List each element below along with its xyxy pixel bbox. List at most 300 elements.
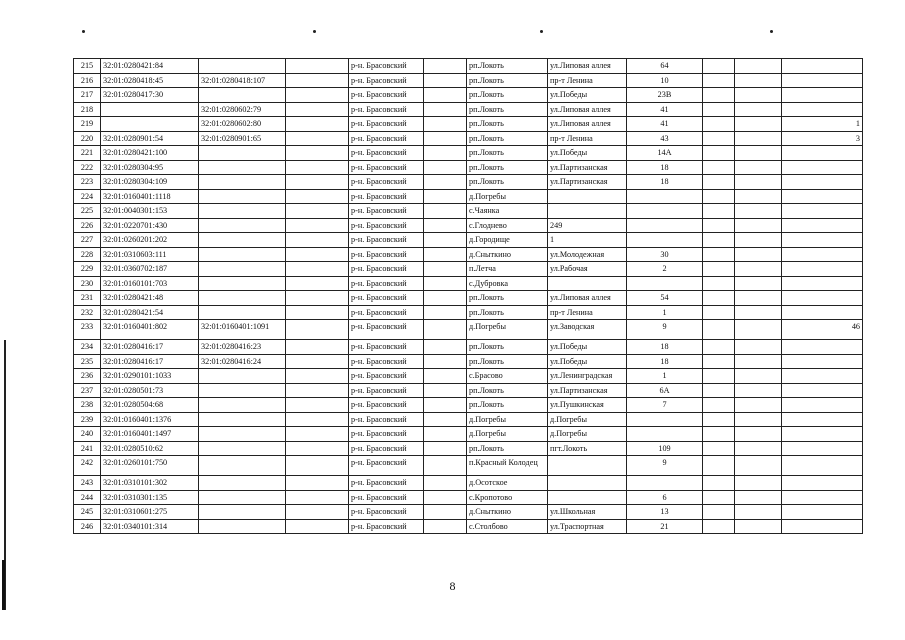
extra-value-cell xyxy=(735,117,782,132)
table-row xyxy=(74,233,863,248)
empty-cell-cell xyxy=(703,204,735,219)
extra-value-cell xyxy=(735,398,782,413)
empty-cell-cell xyxy=(703,320,735,340)
extra-value-cell xyxy=(735,262,782,277)
empty-cell-cell xyxy=(424,175,467,190)
empty-cell-cell xyxy=(424,204,467,219)
house-number-cell: 1 xyxy=(627,369,703,384)
row-number-cell: 220 xyxy=(74,131,101,146)
empty-cell-cell xyxy=(286,233,349,248)
house-number-cell: 6А xyxy=(627,383,703,398)
extra-value-cell xyxy=(782,204,863,219)
previous-cadastral-number-cell xyxy=(199,369,286,384)
locality-cell: рп.Локоть xyxy=(467,160,548,175)
house-number-cell: 18 xyxy=(627,354,703,369)
row-number-cell: 215 xyxy=(74,59,101,74)
house-number-cell: 7 xyxy=(627,398,703,413)
extra-value-cell xyxy=(782,519,863,534)
district-cell: р-н. Брасовский xyxy=(349,412,424,427)
empty-cell-cell xyxy=(286,247,349,262)
empty-cell-cell xyxy=(286,305,349,320)
row-number-cell: 216 xyxy=(74,73,101,88)
street-cell: пр-т Ленина xyxy=(548,305,627,320)
row-number-cell: 244 xyxy=(74,490,101,505)
locality-cell: рп.Локоть xyxy=(467,146,548,161)
previous-cadastral-number-cell xyxy=(199,262,286,277)
extra-value-cell xyxy=(735,291,782,306)
cadastral-number-cell: 32:01:0310601:275 xyxy=(101,505,199,520)
street-cell xyxy=(548,490,627,505)
empty-cell-cell xyxy=(703,505,735,520)
street-cell xyxy=(548,276,627,291)
table-row xyxy=(74,117,863,132)
street-cell: д.Погребы xyxy=(548,427,627,442)
table-row xyxy=(74,441,863,456)
empty-cell-cell xyxy=(286,476,349,491)
previous-cadastral-number-cell xyxy=(199,88,286,103)
house-number-cell xyxy=(627,412,703,427)
extra-value-cell xyxy=(782,59,863,74)
locality-cell: рп.Локоть xyxy=(467,340,548,355)
extra-value-cell xyxy=(735,204,782,219)
locality-cell: рп.Локоть xyxy=(467,398,548,413)
street-cell xyxy=(548,476,627,491)
empty-cell-cell xyxy=(286,340,349,355)
locality-cell: д.Погребы xyxy=(467,427,548,442)
locality-cell: рп.Локоть xyxy=(467,441,548,456)
row-number-cell: 245 xyxy=(74,505,101,520)
table-row xyxy=(74,59,863,74)
extra-value-cell xyxy=(735,320,782,340)
table-row xyxy=(74,276,863,291)
previous-cadastral-number-cell xyxy=(199,383,286,398)
extra-value-cell xyxy=(735,59,782,74)
cadastral-number-cell: 32:01:0340101:314 xyxy=(101,519,199,534)
previous-cadastral-number-cell xyxy=(199,276,286,291)
cadastral-number-cell: 32:01:0260101:750 xyxy=(101,456,199,476)
table-row xyxy=(74,175,863,190)
house-number-cell xyxy=(627,204,703,219)
empty-cell-cell xyxy=(424,369,467,384)
cadastral-number-cell: 32:01:0280416:17 xyxy=(101,340,199,355)
extra-value-cell xyxy=(782,476,863,491)
district-cell: р-н. Брасовский xyxy=(349,340,424,355)
empty-cell-cell xyxy=(703,102,735,117)
empty-cell-cell xyxy=(286,505,349,520)
empty-cell-cell xyxy=(286,204,349,219)
empty-cell-cell xyxy=(286,354,349,369)
row-number-cell: 223 xyxy=(74,175,101,190)
street-cell: ул.Партизанская xyxy=(548,175,627,190)
extra-value-cell xyxy=(735,456,782,476)
empty-cell-cell xyxy=(286,441,349,456)
district-cell: р-н. Брасовский xyxy=(349,490,424,505)
locality-cell: п.Красный Колодец xyxy=(467,456,548,476)
row-number-cell: 226 xyxy=(74,218,101,233)
empty-cell-cell xyxy=(286,189,349,204)
table-row xyxy=(74,88,863,103)
row-number-cell: 219 xyxy=(74,117,101,132)
row-number-cell: 217 xyxy=(74,88,101,103)
district-cell: р-н. Брасовский xyxy=(349,369,424,384)
locality-cell: с.Столбово xyxy=(467,519,548,534)
previous-cadastral-number-cell: 32:01:0280418:107 xyxy=(199,73,286,88)
extra-value-cell xyxy=(735,160,782,175)
empty-cell-cell xyxy=(424,340,467,355)
locality-cell: с.Глоднево xyxy=(467,218,548,233)
empty-cell-cell xyxy=(703,73,735,88)
empty-cell-cell xyxy=(703,218,735,233)
locality-cell: рп.Локоть xyxy=(467,102,548,117)
empty-cell-cell xyxy=(424,354,467,369)
extra-value-cell xyxy=(735,490,782,505)
street-cell: ул.Траспортная xyxy=(548,519,627,534)
street-cell: пгт.Локоть xyxy=(548,441,627,456)
table-row xyxy=(74,291,863,306)
extra-value-cell xyxy=(735,519,782,534)
empty-cell-cell xyxy=(424,519,467,534)
cadastral-number-cell: 32:01:0280421:54 xyxy=(101,305,199,320)
extra-value-cell xyxy=(735,88,782,103)
cadastral-number-cell: 32:01:0160401:802 xyxy=(101,320,199,340)
scan-dot xyxy=(770,30,773,33)
district-cell: р-н. Брасовский xyxy=(349,505,424,520)
district-cell: р-н. Брасовский xyxy=(349,102,424,117)
house-number-cell xyxy=(627,276,703,291)
locality-cell: рп.Локоть xyxy=(467,175,548,190)
empty-cell-cell xyxy=(703,369,735,384)
district-cell: р-н. Брасовский xyxy=(349,73,424,88)
house-number-cell: 23В xyxy=(627,88,703,103)
previous-cadastral-number-cell xyxy=(199,305,286,320)
previous-cadastral-number-cell xyxy=(199,519,286,534)
cadastral-number-cell: 32:01:0310603:111 xyxy=(101,247,199,262)
house-number-cell: 30 xyxy=(627,247,703,262)
street-cell xyxy=(548,456,627,476)
street-cell: ул.Победы xyxy=(548,146,627,161)
row-number-cell: 238 xyxy=(74,398,101,413)
district-cell: р-н. Брасовский xyxy=(349,247,424,262)
extra-value-cell xyxy=(782,233,863,248)
extra-value-cell xyxy=(782,340,863,355)
district-cell: р-н. Брасовский xyxy=(349,88,424,103)
house-number-cell: 9 xyxy=(627,320,703,340)
extra-value-cell xyxy=(782,441,863,456)
street-cell: ул.Заводская xyxy=(548,320,627,340)
cadastral-number-cell: 32:01:0280304:109 xyxy=(101,175,199,190)
row-number-cell: 241 xyxy=(74,441,101,456)
district-cell: р-н. Брасовский xyxy=(349,354,424,369)
empty-cell-cell xyxy=(703,412,735,427)
cadastral-number-cell: 32:01:0280418:45 xyxy=(101,73,199,88)
house-number-cell: 1 xyxy=(627,305,703,320)
table-row xyxy=(74,398,863,413)
street-cell: ул.Липовая аллея xyxy=(548,102,627,117)
district-cell: р-н. Брасовский xyxy=(349,441,424,456)
street-cell: ул.Школьная xyxy=(548,505,627,520)
locality-cell: рп.Локоть xyxy=(467,59,548,74)
empty-cell-cell xyxy=(703,490,735,505)
house-number-cell: 18 xyxy=(627,340,703,355)
table-row xyxy=(74,305,863,320)
locality-cell: д.Погребы xyxy=(467,412,548,427)
empty-cell-cell xyxy=(424,490,467,505)
table-row xyxy=(74,247,863,262)
previous-cadastral-number-cell xyxy=(199,175,286,190)
previous-cadastral-number-cell xyxy=(199,146,286,161)
empty-cell-cell xyxy=(703,59,735,74)
street-cell xyxy=(548,189,627,204)
empty-cell-cell xyxy=(286,102,349,117)
district-cell: р-н. Брасовский xyxy=(349,291,424,306)
previous-cadastral-number-cell xyxy=(199,59,286,74)
empty-cell-cell xyxy=(286,88,349,103)
scan-dot xyxy=(313,30,316,33)
extra-value-cell xyxy=(735,354,782,369)
cadastral-number-cell: 32:01:0280421:84 xyxy=(101,59,199,74)
locality-cell: рп.Локоть xyxy=(467,291,548,306)
empty-cell-cell xyxy=(703,276,735,291)
extra-value-cell xyxy=(782,175,863,190)
previous-cadastral-number-cell xyxy=(199,476,286,491)
previous-cadastral-number-cell xyxy=(199,505,286,520)
district-cell: р-н. Брасовский xyxy=(349,476,424,491)
previous-cadastral-number-cell: 32:01:0280416:23 xyxy=(199,340,286,355)
extra-value-cell xyxy=(735,476,782,491)
table-row xyxy=(74,131,863,146)
empty-cell-cell xyxy=(286,218,349,233)
house-number-cell xyxy=(627,189,703,204)
empty-cell-cell xyxy=(424,233,467,248)
empty-cell-cell xyxy=(703,189,735,204)
row-number-cell: 230 xyxy=(74,276,101,291)
cadastral-number-cell: 32:01:0220701:430 xyxy=(101,218,199,233)
row-number-cell: 240 xyxy=(74,427,101,442)
district-cell: р-н. Брасовский xyxy=(349,383,424,398)
district-cell: р-н. Брасовский xyxy=(349,519,424,534)
table-row xyxy=(74,160,863,175)
empty-cell-cell xyxy=(286,146,349,161)
locality-cell: с.Кропотово xyxy=(467,490,548,505)
row-number-cell: 227 xyxy=(74,233,101,248)
previous-cadastral-number-cell xyxy=(199,412,286,427)
empty-cell-cell xyxy=(703,427,735,442)
extra-value-cell xyxy=(735,441,782,456)
street-cell: ул.Ленинградская xyxy=(548,369,627,384)
cadastral-number-cell: 32:01:0310301:135 xyxy=(101,490,199,505)
district-cell: р-н. Брасовский xyxy=(349,262,424,277)
street-cell: ул.Партизанская xyxy=(548,160,627,175)
extra-value-cell xyxy=(735,131,782,146)
street-cell: ул.Липовая аллея xyxy=(548,59,627,74)
house-number-cell: 41 xyxy=(627,102,703,117)
cadastral-number-cell xyxy=(101,117,199,132)
empty-cell-cell xyxy=(286,369,349,384)
empty-cell-cell xyxy=(286,490,349,505)
district-cell: р-н. Брасовский xyxy=(349,218,424,233)
extra-value-cell: 1 xyxy=(782,117,863,132)
previous-cadastral-number-cell xyxy=(199,441,286,456)
page-number: 8 xyxy=(449,579,456,593)
table-row xyxy=(74,519,863,534)
empty-cell-cell xyxy=(424,291,467,306)
cadastral-number-cell: 32:01:0280421:100 xyxy=(101,146,199,161)
extra-value-cell xyxy=(735,146,782,161)
row-number-cell: 234 xyxy=(74,340,101,355)
house-number-cell: 10 xyxy=(627,73,703,88)
empty-cell-cell xyxy=(286,131,349,146)
empty-cell-cell xyxy=(286,160,349,175)
house-number-cell: 2 xyxy=(627,262,703,277)
empty-cell-cell xyxy=(424,117,467,132)
extra-value-cell xyxy=(735,218,782,233)
house-number-cell: 6 xyxy=(627,490,703,505)
street-cell: ул.Партизанская xyxy=(548,383,627,398)
cadastral-number-cell: 32:01:0280501:73 xyxy=(101,383,199,398)
district-cell: р-н. Брасовский xyxy=(349,175,424,190)
empty-cell-cell xyxy=(703,519,735,534)
house-number-cell: 18 xyxy=(627,175,703,190)
street-cell: ул.Пушкинская xyxy=(548,398,627,413)
empty-cell-cell xyxy=(703,160,735,175)
previous-cadastral-number-cell: 32:01:0280602:80 xyxy=(199,117,286,132)
street-cell: ул.Победы xyxy=(548,340,627,355)
table-row xyxy=(74,505,863,520)
table-row xyxy=(74,218,863,233)
cadastral-number-cell: 32:01:0280304:95 xyxy=(101,160,199,175)
extra-value-cell xyxy=(782,354,863,369)
empty-cell-cell xyxy=(424,305,467,320)
district-cell: р-н. Брасовский xyxy=(349,204,424,219)
empty-cell-cell xyxy=(703,146,735,161)
row-number-cell: 243 xyxy=(74,476,101,491)
district-cell: р-н. Брасовский xyxy=(349,427,424,442)
empty-cell-cell xyxy=(424,383,467,398)
empty-cell-cell xyxy=(703,131,735,146)
house-number-cell: 9 xyxy=(627,456,703,476)
previous-cadastral-number-cell: 32:01:0160401:1091 xyxy=(199,320,286,340)
table-row xyxy=(74,456,863,476)
empty-cell-cell xyxy=(424,320,467,340)
empty-cell-cell xyxy=(286,276,349,291)
district-cell: р-н. Брасовский xyxy=(349,398,424,413)
previous-cadastral-number-cell xyxy=(199,218,286,233)
extra-value-cell xyxy=(735,175,782,190)
locality-cell: д.Сныткино xyxy=(467,247,548,262)
district-cell: р-н. Брасовский xyxy=(349,456,424,476)
extra-value-cell xyxy=(782,146,863,161)
street-cell: ул.Липовая аллея xyxy=(548,117,627,132)
table-row xyxy=(74,146,863,161)
cadastral-number-cell: 32:01:0040301:153 xyxy=(101,204,199,219)
extra-value-cell xyxy=(735,247,782,262)
scan-dot xyxy=(82,30,85,33)
extra-value-cell: 3 xyxy=(782,131,863,146)
empty-cell-cell xyxy=(424,160,467,175)
house-number-cell: 109 xyxy=(627,441,703,456)
empty-cell-cell xyxy=(703,456,735,476)
house-number-cell: 21 xyxy=(627,519,703,534)
empty-cell-cell xyxy=(286,412,349,427)
previous-cadastral-number-cell xyxy=(199,398,286,413)
property-register-table xyxy=(73,58,863,534)
empty-cell-cell xyxy=(703,291,735,306)
house-number-cell: 43 xyxy=(627,131,703,146)
empty-cell-cell xyxy=(424,218,467,233)
cadastral-number-cell: 32:01:0160401:1118 xyxy=(101,189,199,204)
locality-cell: п.Летча xyxy=(467,262,548,277)
locality-cell: д.Сныткино xyxy=(467,505,548,520)
district-cell: р-н. Брасовский xyxy=(349,189,424,204)
cadastral-number-cell: 32:01:0160101:703 xyxy=(101,276,199,291)
house-number-cell xyxy=(627,476,703,491)
empty-cell-cell xyxy=(286,519,349,534)
district-cell: р-н. Брасовский xyxy=(349,276,424,291)
empty-cell-cell xyxy=(703,88,735,103)
district-cell: р-н. Брасовский xyxy=(349,59,424,74)
extra-value-cell xyxy=(782,88,863,103)
row-number-cell: 242 xyxy=(74,456,101,476)
extra-value-cell xyxy=(782,218,863,233)
house-number-cell: 54 xyxy=(627,291,703,306)
empty-cell-cell xyxy=(703,175,735,190)
table-row xyxy=(74,383,863,398)
empty-cell-cell xyxy=(703,383,735,398)
row-number-cell: 233 xyxy=(74,320,101,340)
cadastral-number-cell: 32:01:0280417:30 xyxy=(101,88,199,103)
row-number-cell: 235 xyxy=(74,354,101,369)
row-number-cell: 218 xyxy=(74,102,101,117)
table-body xyxy=(74,59,863,534)
extra-value-cell xyxy=(735,276,782,291)
previous-cadastral-number-cell xyxy=(199,233,286,248)
locality-cell: рп.Локоть xyxy=(467,88,548,103)
locality-cell: с.Брасово xyxy=(467,369,548,384)
empty-cell-cell xyxy=(424,247,467,262)
empty-cell-cell xyxy=(703,354,735,369)
table-row xyxy=(74,412,863,427)
table-row xyxy=(74,262,863,277)
extra-value-cell xyxy=(735,369,782,384)
previous-cadastral-number-cell: 32:01:0280416:24 xyxy=(199,354,286,369)
table-row xyxy=(74,340,863,355)
table-row xyxy=(74,427,863,442)
locality-cell: д.Осотское xyxy=(467,476,548,491)
district-cell: р-н. Брасовский xyxy=(349,146,424,161)
row-number-cell: 228 xyxy=(74,247,101,262)
locality-cell: д.Городище xyxy=(467,233,548,248)
scan-dot xyxy=(540,30,543,33)
extra-value-cell xyxy=(735,305,782,320)
row-number-cell: 232 xyxy=(74,305,101,320)
empty-cell-cell xyxy=(703,398,735,413)
table-row xyxy=(74,476,863,491)
empty-cell-cell xyxy=(703,233,735,248)
extra-value-cell xyxy=(735,102,782,117)
street-cell: 1 xyxy=(548,233,627,248)
row-number-cell: 229 xyxy=(74,262,101,277)
district-cell: р-н. Брасовский xyxy=(349,233,424,248)
table-row xyxy=(74,204,863,219)
empty-cell-cell xyxy=(424,456,467,476)
row-number-cell: 231 xyxy=(74,291,101,306)
extra-value-cell xyxy=(782,73,863,88)
previous-cadastral-number-cell xyxy=(199,490,286,505)
cadastral-number-cell: 32:01:0310101:302 xyxy=(101,476,199,491)
cadastral-number-cell: 32:01:0280504:68 xyxy=(101,398,199,413)
extra-value-cell xyxy=(782,160,863,175)
cadastral-number-cell: 32:01:0260201:202 xyxy=(101,233,199,248)
